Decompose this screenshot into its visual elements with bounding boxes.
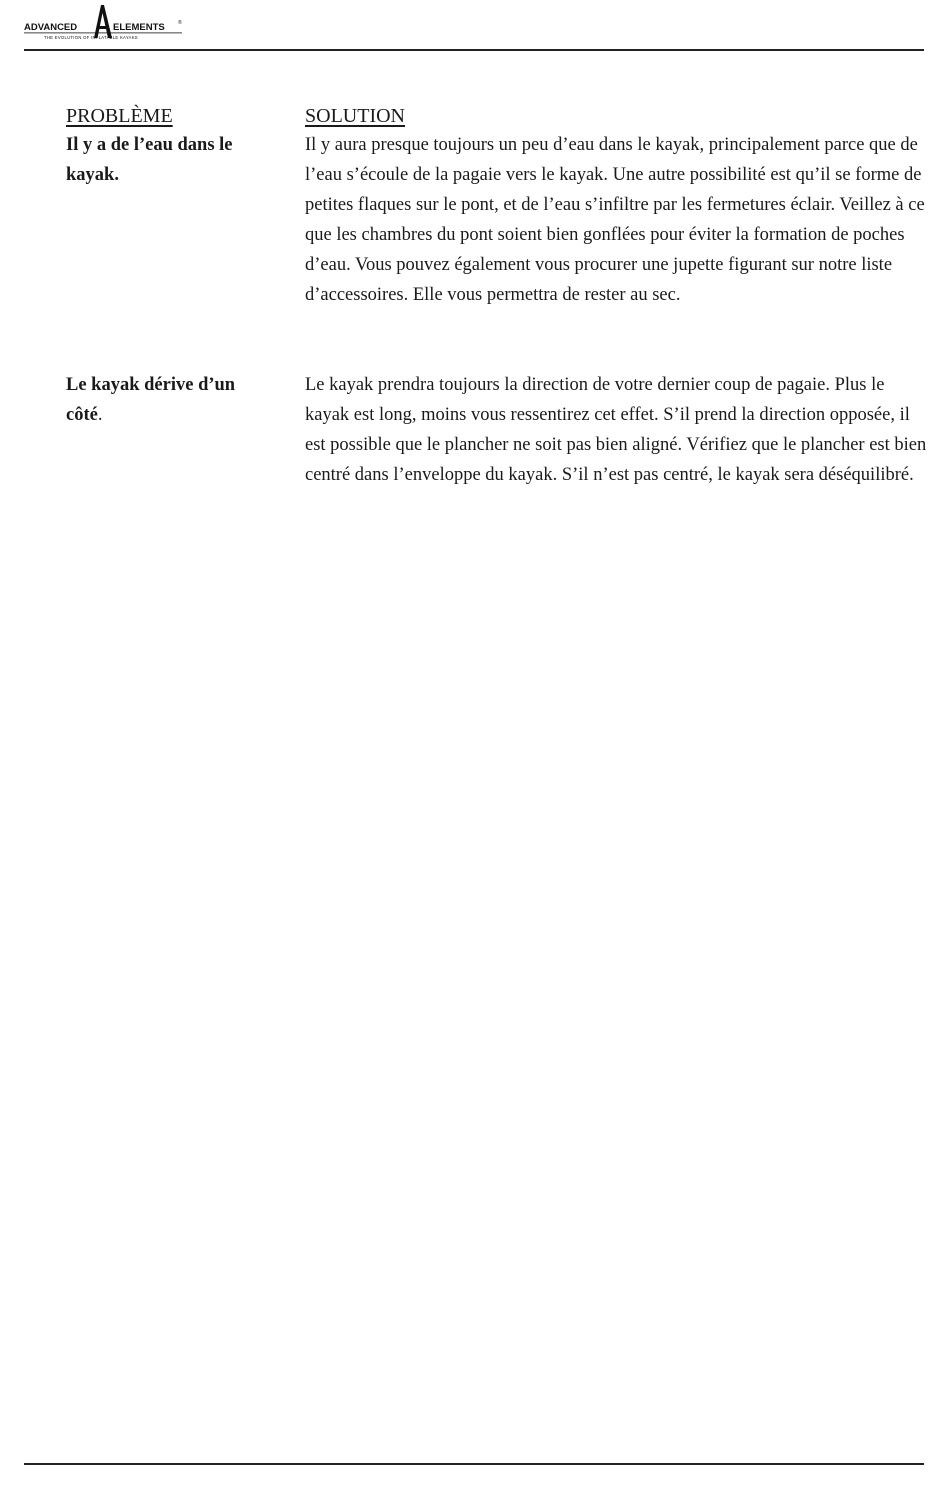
problem-cell xyxy=(66,370,276,430)
solution-cell: Il y aura presque toujours un peu d’eau dans le kayak, principalement parce que de l’eau s’écoule de la pagaie vers le kayak. Une autre possibilité est qu’il se forme de petites flaques sur le pont, et de l’eau s’infiltre par les fermetures éclair. Veillez à ce que les chambres du pont soient bien gonflées pour éviter la formation de poches d’eau. Vous pouvez également vous procurer une jupette figurant sur notre liste d’accessoires. Elle vous permettra de rester au sec. xyxy=(305,135,925,305)
brand-logo xyxy=(24,4,184,44)
solution-cell: Le kayak prendra toujours la direction de votre dernier coup de pagaie. Plus le kayak est long, moins vous ressentirez cet effet. S’il prend la direction opposée, il est possible que le plancher ne soit pas bien aligné. Vérifiez que le plancher est bien centré dans l’enveloppe du kayak. S’il n’est pas centré, le kayak sera déséquilibré. xyxy=(305,375,927,485)
logo-tagline: THE EVOLUTION OF INFLATABLE KAYAKS xyxy=(44,35,138,40)
logo-brand-left: ADVANCED xyxy=(24,22,78,33)
header-divider xyxy=(24,49,924,51)
advanced-elements-logo-icon xyxy=(24,4,184,44)
problem-text: Il y a de l’eau dans le kayak. xyxy=(66,135,233,185)
problem-cell xyxy=(66,130,276,190)
solution-column-heading: SOLUTION xyxy=(305,105,405,127)
logo-brand-right: ELEMENTS xyxy=(113,22,165,33)
problem-column-heading: PROBLÈME xyxy=(66,105,173,127)
logo-registered-mark: ® xyxy=(178,20,182,26)
problem-text: Le kayak dérive d’un côté xyxy=(66,375,236,425)
footer-divider xyxy=(24,1463,924,1465)
problem-suffix: . xyxy=(97,405,103,425)
